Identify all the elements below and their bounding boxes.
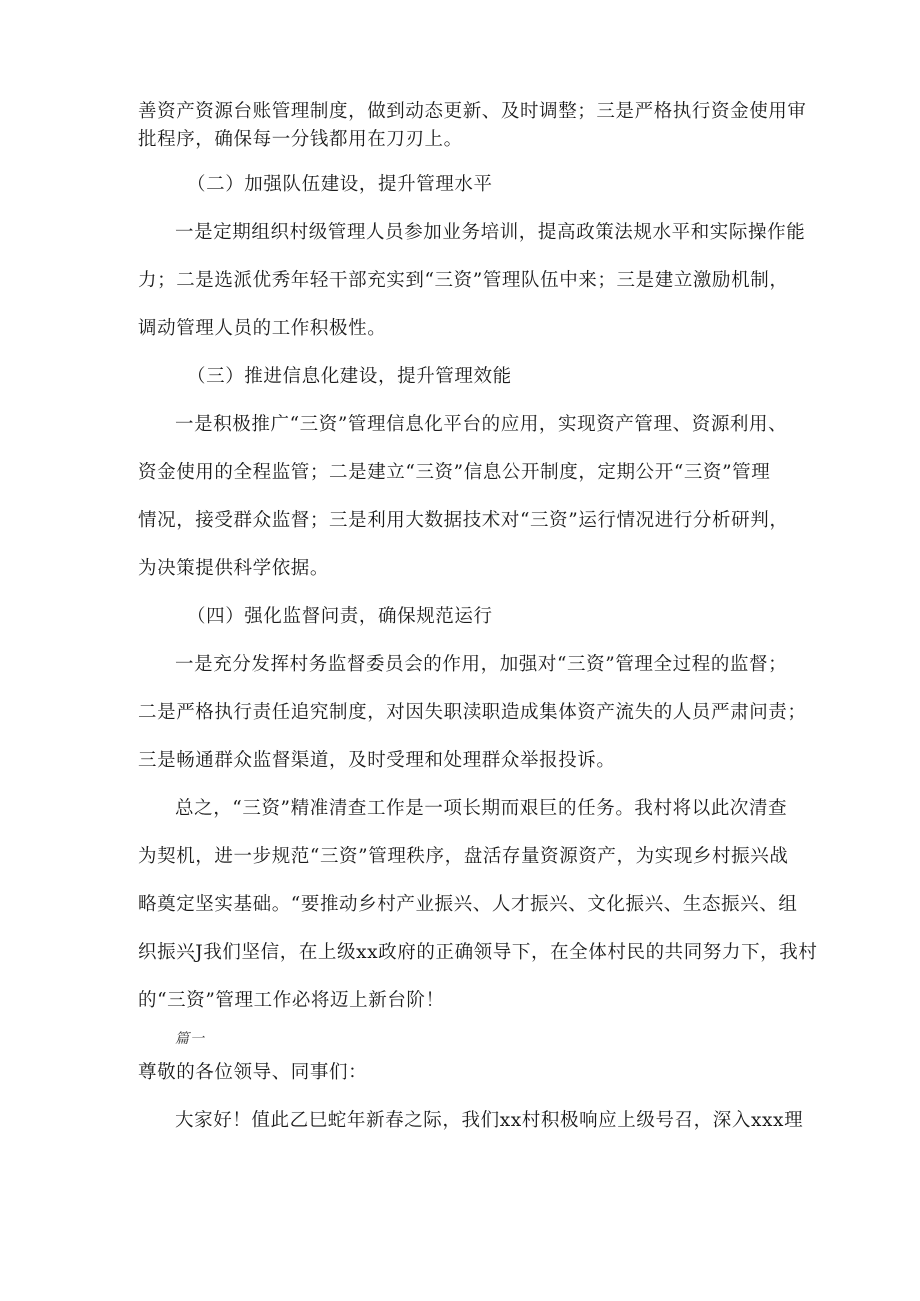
section-heading: （四）强化监督问责，确保规范运行 [187, 606, 493, 627]
section-heading: （二）加强队伍建设，提升管理水平 [187, 174, 493, 195]
text-line: 大家好！值此乙巳蛇年新春之际，我们xx村积极响应上级号召，深入xxx理 [175, 1110, 804, 1131]
text-line: 情况，接受群众监督；三是利用大数据技术对“三资”运行情况进行分析研判， [138, 510, 789, 531]
text-line: 一是充分发挥村务监督委员会的作用，加强对“三资”管理全过程的监督； [175, 654, 788, 675]
text-line: 善资产资源台账管理制度，做到动态更新、及时调整；三是严格执行资金使用审 [138, 101, 807, 122]
text-line: 的“三资”管理工作必将迈上新台阶！ [138, 990, 445, 1011]
text-line: 总之，“三资”精准清查工作是一项长期而艰巨的任务。我村将以此次清查 [175, 798, 788, 819]
text-line: 调动管理人员的工作积极性。 [138, 318, 387, 339]
section-mark: 篇一 [175, 1031, 205, 1047]
salutation: 尊敬的各位领导、同事们： [138, 1062, 368, 1083]
text-line: 二是严格执行责任追究制度，对因失职渎职造成集体资产流失的人员严肃问责； [138, 702, 807, 723]
text-line: 一是定期组织村级管理人员参加业务培训，提高政策法规水平和实际操作能 [175, 222, 806, 243]
text-line: 一是积极推广“三资”管理信息化平台的应用，实现资产管理、资源利用、 [175, 414, 788, 435]
text-line: 为契机，进一步规范“三资”管理秩序，盘活存量资源资产，为实现乡村振兴战 [138, 846, 789, 867]
text-line: 为决策提供科学依据。 [138, 558, 330, 579]
text-line: 略奠定坚实基础。“要推动乡村产业振兴、人才振兴、文化振兴、生态振兴、组 [138, 894, 798, 915]
text-line: 资金使用的全程监管；二是建立“三资”信息公开制度，定期公开“三资”管理 [138, 462, 771, 483]
text-line: 力；二是选派优秀年轻干部充实到“三资”管理队伍中来；三是建立激励机制， [138, 270, 789, 291]
text-line: 织振兴J我们坚信，在上级xx政府的正确领导下，在全体村民的共同努力下，我村 [138, 942, 818, 963]
text-line: 三是畅通群众监督渠道，及时受理和处理群众举报投诉。 [138, 750, 616, 771]
text-line: 批程序，确保每一分钱都用在刀刃上。 [138, 129, 463, 150]
section-heading: （三）推进信息化建设，提升管理效能 [187, 366, 512, 387]
